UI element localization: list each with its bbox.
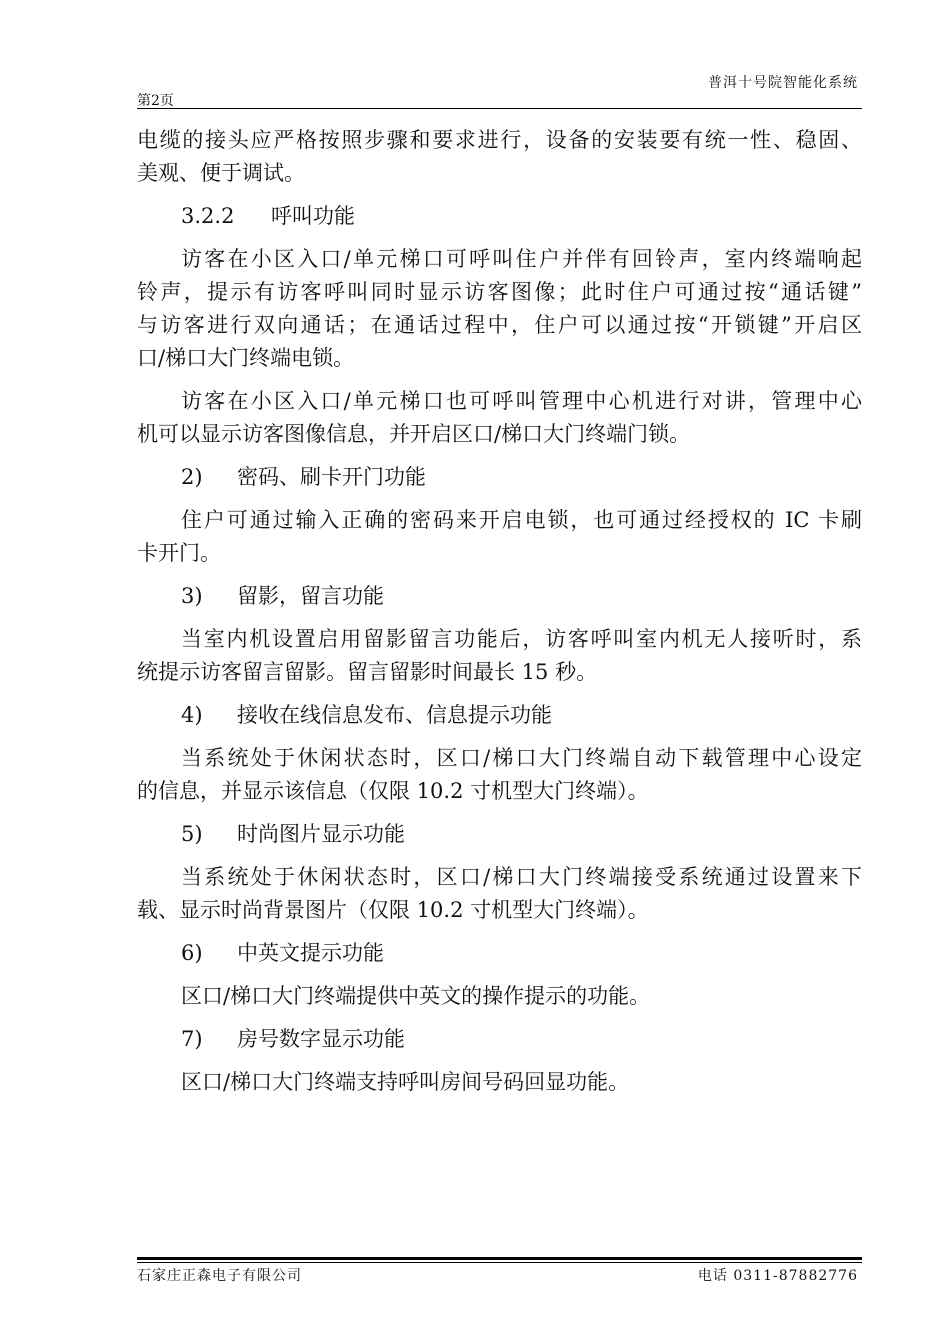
text-line: 美观、便于调试。 <box>137 161 305 185</box>
list-item-heading <box>137 461 862 494</box>
list-number: 6) <box>181 941 203 965</box>
text-line: 载、显示时尚背景图片（仅限 10.2 寸机型大门终端）。 <box>137 898 649 922</box>
text-line: 统提示访客留言留影。留言留影时间最长 15 秒。 <box>137 660 598 684</box>
text-line: 口/梯口大门终端电锁。 <box>137 346 355 370</box>
text-line: 当室内机设置启用留影留言功能后，访客呼叫室内机无人接听时，系 <box>181 627 862 651</box>
list-number: 4) <box>181 703 203 727</box>
text-line: 访客在小区入口/单元梯口也可呼叫管理中心机进行对讲，管理中心 <box>181 389 862 413</box>
paragraph <box>137 742 862 808</box>
list-number: 5) <box>181 822 203 846</box>
text-line: 访客在小区入口/单元梯口可呼叫住户并伴有回铃声，室内终端响起 <box>181 247 862 271</box>
list-title: 留影，留言功能 <box>237 584 384 608</box>
text-line: 电缆的接头应严格按照步骤和要求进行，设备的安装要有统一性、稳固、 <box>137 128 862 152</box>
text-line: 区口/梯口大门终端提供中英文的操作提示的功能。 <box>181 984 651 1008</box>
text-line: 住户可通过输入正确的密码来开启电锁，也可通过经授权的 IC 卡刷 <box>181 508 862 532</box>
paragraph <box>137 504 862 570</box>
company-name: 石家庄正森电子有限公司 <box>137 1268 302 1284</box>
text-line: 铃声，提示有访客呼叫同时显示访客图像；此时住户可通过按“通话键” <box>137 280 862 304</box>
section-number: 3.2.2 <box>181 204 235 228</box>
list-number: 2) <box>181 465 203 489</box>
paragraph <box>137 623 862 689</box>
text-line: 当系统处于休闲状态时，区口/梯口大门终端自动下载管理中心设定 <box>181 746 862 770</box>
page-content <box>137 124 862 1099</box>
phone-number: 电话 0311-87882776 <box>697 1268 858 1284</box>
list-title: 房号数字显示功能 <box>237 1027 405 1051</box>
paragraph <box>137 1066 862 1099</box>
header-divider <box>137 108 862 109</box>
document-title: 普洱十号院智能化系统 <box>708 75 858 91</box>
paragraph <box>137 124 862 190</box>
section-title: 呼叫功能 <box>271 204 355 228</box>
footer-divider-thin <box>137 1262 862 1263</box>
text-line: 当系统处于休闲状态时，区口/梯口大门终端接受系统通过设置来下 <box>181 865 862 889</box>
page-number: 第2页 <box>137 93 174 109</box>
text-line: 与访客进行双向通话；在通话过程中，住户可以通过按“开锁键”开启区 <box>137 313 862 337</box>
text-line: 区口/梯口大门终端支持呼叫房间号码回显功能。 <box>181 1070 630 1094</box>
list-number: 3) <box>181 584 203 608</box>
list-item-heading <box>137 818 862 851</box>
list-title: 接收在线信息发布、信息提示功能 <box>237 703 552 727</box>
list-item-heading <box>137 699 862 732</box>
footer-divider <box>137 1257 862 1260</box>
paragraph <box>137 980 862 1013</box>
list-title: 密码、刷卡开门功能 <box>237 465 426 489</box>
paragraph <box>137 243 862 375</box>
list-title: 中英文提示功能 <box>237 941 384 965</box>
section-heading <box>137 200 862 233</box>
text-line: 卡开门。 <box>137 541 221 565</box>
text-line: 的信息，并显示该信息（仅限 10.2 寸机型大门终端）。 <box>137 779 649 803</box>
list-number: 7) <box>181 1027 203 1051</box>
paragraph <box>137 385 862 451</box>
list-item-heading <box>137 1023 862 1056</box>
text-line: 机可以显示访客图像信息，并开启区口/梯口大门终端门锁。 <box>137 422 691 446</box>
list-item-heading <box>137 937 862 970</box>
list-item-heading <box>137 580 862 613</box>
list-title: 时尚图片显示功能 <box>237 822 405 846</box>
paragraph <box>137 861 862 927</box>
